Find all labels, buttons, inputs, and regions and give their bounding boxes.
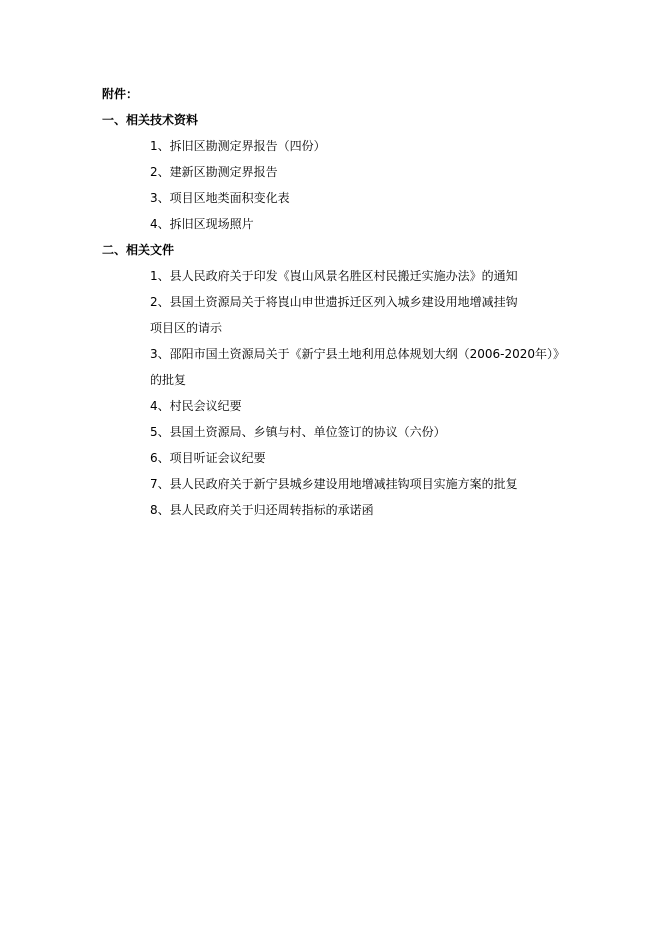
section-title-related-documents: 二、相关文件 xyxy=(102,243,175,257)
list-item: 4、拆旧区现场照片 xyxy=(150,217,254,231)
list-item: 7、县人民政府关于新宁县城乡建设用地增减挂钩项目实施方案的批复 xyxy=(150,477,518,491)
attachment-heading: 附件： xyxy=(102,87,139,101)
list-item: 8、县人民政府关于归还周转指标的承诺函 xyxy=(150,503,374,517)
list-item: 6、项目听证会议纪要 xyxy=(150,451,266,465)
list-item: 2、建新区勘测定界报告 xyxy=(150,165,278,179)
list-item-continuation: 的批复 xyxy=(150,373,187,387)
list-item-continuation: 项目区的请示 xyxy=(150,321,223,335)
list-item: 3、邵阳市国土资源局关于《新宁县土地利用总体规划大纲（2006-2020年）》 xyxy=(150,347,566,361)
list-item: 4、村民会议纪要 xyxy=(150,399,242,413)
section-title-technical-materials: 一、相关技术资料 xyxy=(102,113,199,127)
list-item: 1、拆旧区勘测定界报告（四份） xyxy=(150,139,326,153)
list-item: 3、项目区地类面积变化表 xyxy=(150,191,290,205)
list-item: 5、县国土资源局、乡镇与村、单位签订的协议（六份） xyxy=(150,425,446,439)
list-item: 1、县人民政府关于印发《崀山风景名胜区村民搬迁实施办法》的通知 xyxy=(150,269,518,283)
list-item: 2、县国土资源局关于将崀山申世遗拆迁区列入城乡建设用地增减挂钩 xyxy=(150,295,518,309)
